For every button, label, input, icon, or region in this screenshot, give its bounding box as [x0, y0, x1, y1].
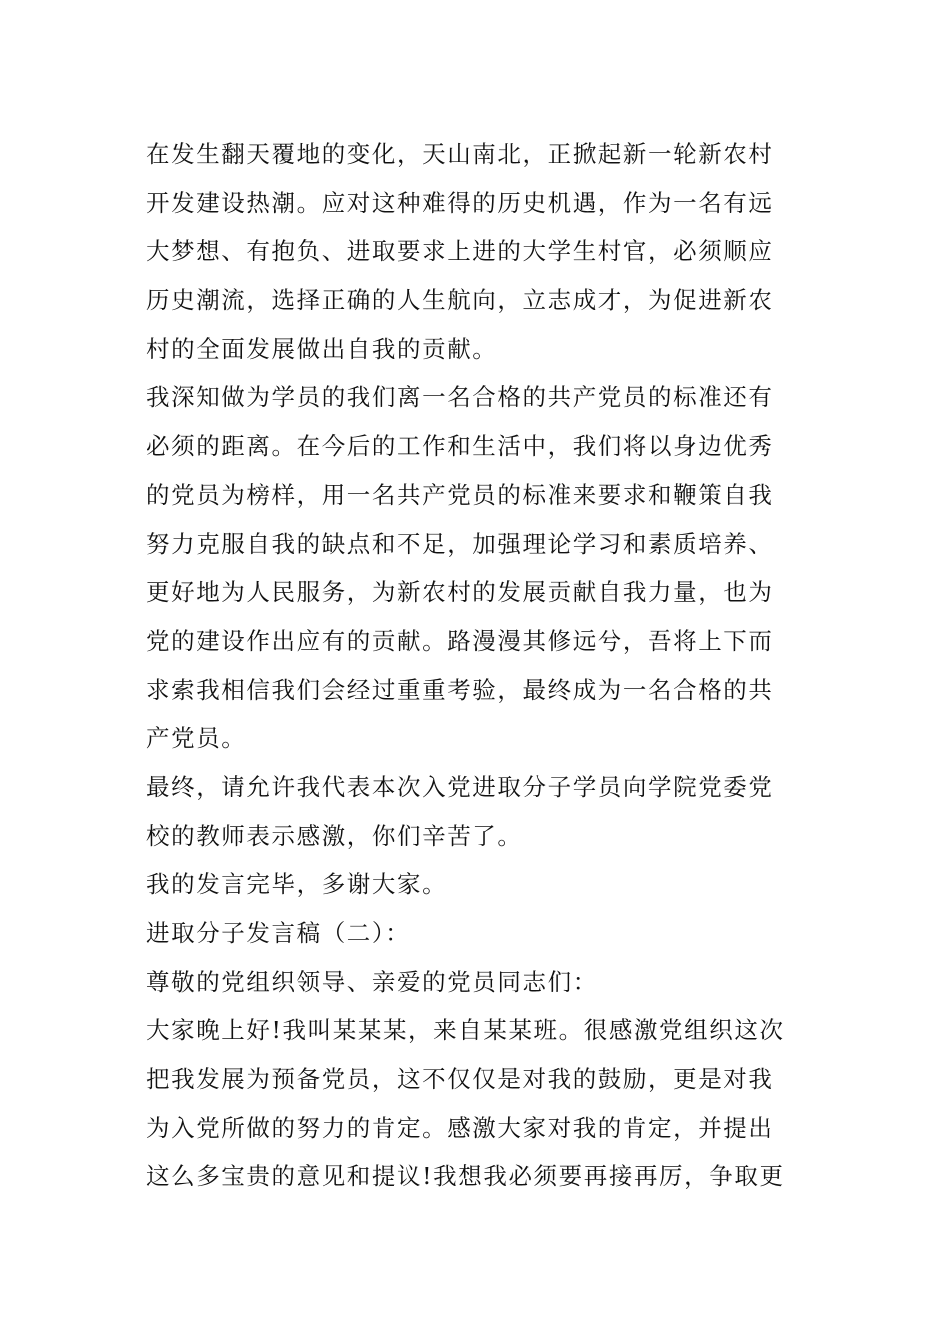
text-line: 大家晚上好!我叫某某某，来自某某班。很感激党组织这次	[146, 1016, 785, 1045]
text-line: 必须的距离。在今后的工作和生活中，我们将以身边优秀	[146, 432, 774, 461]
text-line: 这么多宝贵的意见和提议!我想我必须要再接再厉，争取更	[146, 1162, 785, 1191]
text-line: 村的全面发展做出自我的贡献。	[146, 334, 498, 363]
salutation: 尊敬的党组织领导、亲爱的党员同志们：	[146, 967, 598, 996]
text-line: 努力克服自我的缺点和不足，加强理论学习和素质培养、	[146, 529, 774, 558]
text-line: 大梦想、有抱负、进取要求上进的大学生村官，必须顺应	[146, 237, 774, 266]
text-line: 最终，请允许我代表本次入党进取分子学员向学院党委党	[146, 772, 774, 801]
section-heading: 进取分子发言稿（二）：	[146, 919, 411, 947]
text-line: 产党员。	[146, 724, 247, 753]
document-body	[146, 130, 808, 1201]
text-line: 历史潮流，选择正确的人生航向，立志成才，为促进新农	[146, 286, 774, 315]
text-line: 我的发言完毕，多谢大家。	[146, 870, 448, 899]
text-line: 开发建设热潮。应对这种难得的历史机遇，作为一名有远	[146, 188, 774, 217]
text-line: 校的教师表示感激，你们辛苦了。	[146, 821, 523, 850]
text-line: 更好地为人民服务，为新农村的发展贡献自我力量，也为	[146, 578, 774, 607]
text-line: 的党员为榜样，用一名共产党员的标准来要求和鞭策自我	[146, 480, 774, 509]
text-line: 为入党所做的努力的肯定。感激大家对我的肯定，并提出	[146, 1113, 774, 1142]
text-line: 在发生翻天覆地的变化，天山南北，正掀起新一轮新农村	[146, 140, 774, 168]
text-line: 求索我相信我们会经过重重考验，最终成为一名合格的共	[146, 675, 774, 704]
text-line: 我深知做为学员的我们离一名合格的共产党员的标准还有	[146, 383, 774, 412]
text-line: 把我发展为预备党员，这不仅仅是对我的鼓励，更是对我	[146, 1065, 774, 1094]
text-line: 党的建设作出应有的贡献。路漫漫其修远兮，吾将上下而	[146, 626, 774, 655]
